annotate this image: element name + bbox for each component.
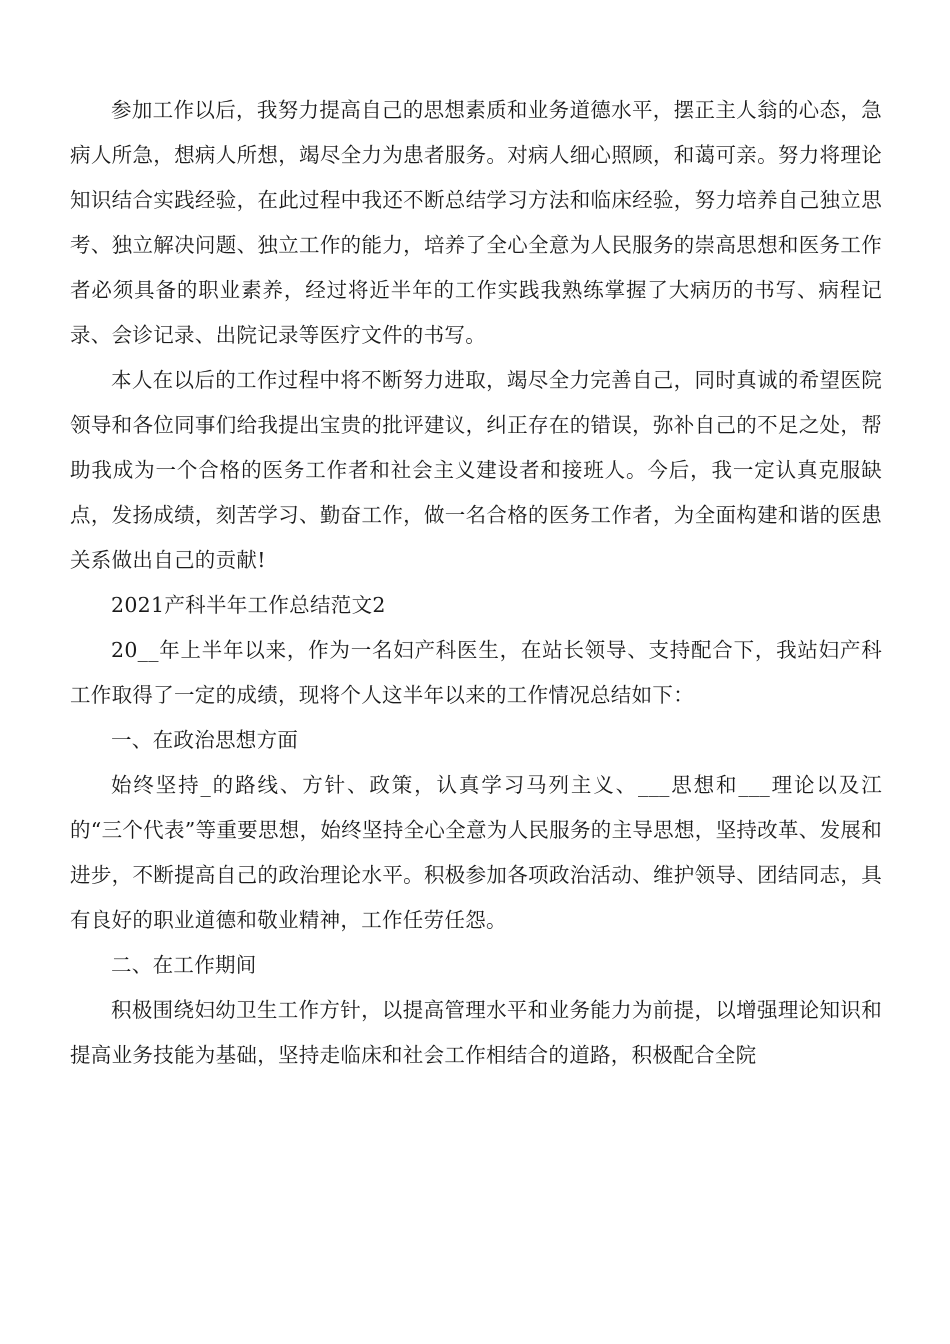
section-title: 2021产科半年工作总结范文2 [111, 593, 386, 617]
document-body [70, 88, 882, 1078]
heading-political-thought: 一、在政治思想方面 [111, 728, 299, 752]
paragraph-political-thought: 始终坚持_的路线、方针、政策，认真学习马列主义、___思想和___理论以及江的“三个代表”等重要思想，始终坚持全心全意为人民服务的主导思想，坚持改革、发展和进步，不断提高自己的政治理论水平。积极参加各项政治活动、维护领导、团结同志，具有良好的职业道德和敬业精神，工作任劳任怨。 [70, 773, 882, 932]
paragraph-work-period: 积极围绕妇幼卫生工作方针，以提高管理水平和业务能力为前提，以增强理论知识和提高业务技能为基础，坚持走临床和社会工作相结合的道路，积极配合全院 [70, 998, 882, 1067]
paragraph-work-attitude: 参加工作以后，我努力提高自己的思想素质和业务道德水平，摆正主人翁的心态，急病人所急，想病人所想，竭尽全力为患者服务。对病人细心照顾，和蔼可亲。努力将理论知识结合实践经验，在此过程中我还不断总结学习方法和临床经验，努力培养自己独立思考、独立解决问题、独立工作的能力，培养了全心全意为人民服务的崇高思想和医务工作者必须具备的职业素养，经过将近半年的工作实践我熟练掌握了大病历的书写、病程记录、会诊记录、出院记录等医疗文件的书写。 [70, 98, 882, 347]
paragraph-intro: 20__年上半年以来，作为一名妇产科医生，在站长领导、支持配合下，我站妇产科工作取得了一定的成绩，现将个人这半年以来的工作情况总结如下： [70, 638, 882, 707]
heading-work-period: 二、在工作期间 [111, 953, 257, 977]
paragraph-future-commitment: 本人在以后的工作过程中将不断努力进取，竭尽全力完善自己，同时真诚的希望医院领导和各位同事们给我提出宝贵的批评建议，纠正存在的错误，弥补自己的不足之处，帮助我成为一个合格的医务工作者和社会主义建设者和接班人。今后，我一定认真克服缺点，发扬成绩，刻苦学习、勤奋工作，做一名合格的医务工作者，为全面构建和谐的医患关系做出自己的贡献! [70, 368, 882, 572]
